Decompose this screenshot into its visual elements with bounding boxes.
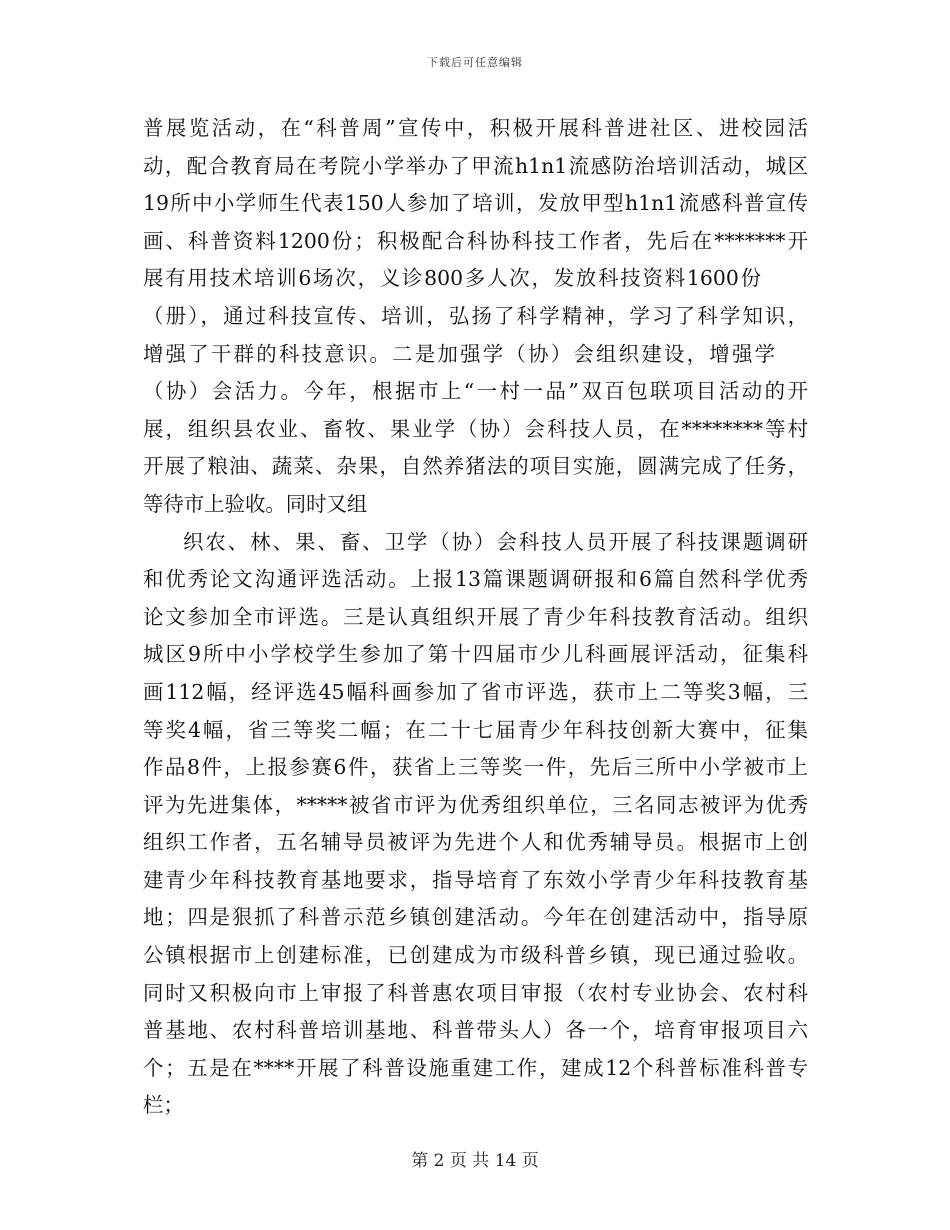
text-line: 等奖4幅，省三等奖二幅；在二十七届青少年科技创新大赛中，征集 [143,717,808,742]
text-line: 画、科普资料1200份；积极配合科协科技工作者，先后在*******开 [143,228,808,253]
text-line: 开展了粮油、蔬菜、杂果，自然养猪法的项目实施，圆满完成了任务， [143,454,808,479]
text-line: 公镇根据市上创建标准，已创建成为市级科普乡镇，现已通过验收。 [143,943,808,968]
text-line: （册），通过科技宣传、培训，弘扬了科学精神，学习了科学知识， [143,303,808,328]
text-line: 增强了干群的科技意识。二是加强学（协）会组织建设，增强学 [143,341,775,366]
text-line: 和优秀论文沟通评选活动。上报13篇课题调研报和6篇自然科学优秀 [143,567,808,592]
text-line: 栏； [143,1093,184,1118]
text-line: 等待市上验收。同时又组 [143,491,368,516]
text-line: 作品8件，上报参赛6件，获省上三等奖一件，先后三所中小学被市上 [143,755,808,780]
body-text [143,110,808,1125]
text-line: 建青少年科技教育基地要求，指导培育了东效小学青少年科技教育基 [143,867,808,892]
text-line: 城区9所中小学校学生参加了第十四届市少儿科画展评活动，征集科 [143,642,808,667]
text-line: 个；五是在****开展了科普设施重建工作，建成12个科普标准科普专 [143,1055,808,1080]
text-line: 动，配合教育局在考院小学举办了甲流h1n1流感防治培训活动，城区 [143,153,808,178]
text-line: 19所中小学师生代表150人参加了培训，发放甲型h1n1流感科普宣传 [143,191,808,216]
text-line: 同时又积极向市上审报了科普惠农项目审报（农村专业协会、农村科 [143,980,808,1005]
text-line: 普展览活动，在“科普周”宣传中，积极开展科普进社区、进校园活 [143,116,808,140]
text-line: 展有用技术培训6场次，义诊800多人次，发放科技资料1600份 [143,266,761,291]
page-header: 下载后可任意编辑 [427,56,523,69]
text-line: 普基地、农村科普培训基地、科普带头人）各一个，培育审报项目六 [143,1018,808,1043]
text-line: 展，组织县农业、畜牧、果业学（协）会科技人员，在********等村 [143,416,808,441]
text-line: 画112幅，经评选45幅科画参加了省市评选，获市上二等奖3幅，三 [143,679,808,704]
page-footer: 第 2 页 共 14 页 [411,1151,539,1171]
text-line: 组织工作者，五名辅导员被评为先进个人和优秀辅导员。根据市上创 [143,830,808,855]
text-line: 地；四是狠抓了科普示范乡镇创建活动。今年在创建活动中，指导原 [143,905,808,930]
text-line: 论文参加全市评选。三是认真组织开展了青少年科技教育活动。组织 [143,604,808,629]
text-line: （协）会活力。今年，根据市上“一村一品”双百包联项目活动的开 [143,379,808,404]
text-line: 评为先进集体，*****被省市评为优秀组织单位，三名同志被评为优秀 [143,792,808,817]
paragraph-start-line: 织农、林、果、畜、卫学（协）会科技人员开展了科技课题调研 [183,529,808,554]
